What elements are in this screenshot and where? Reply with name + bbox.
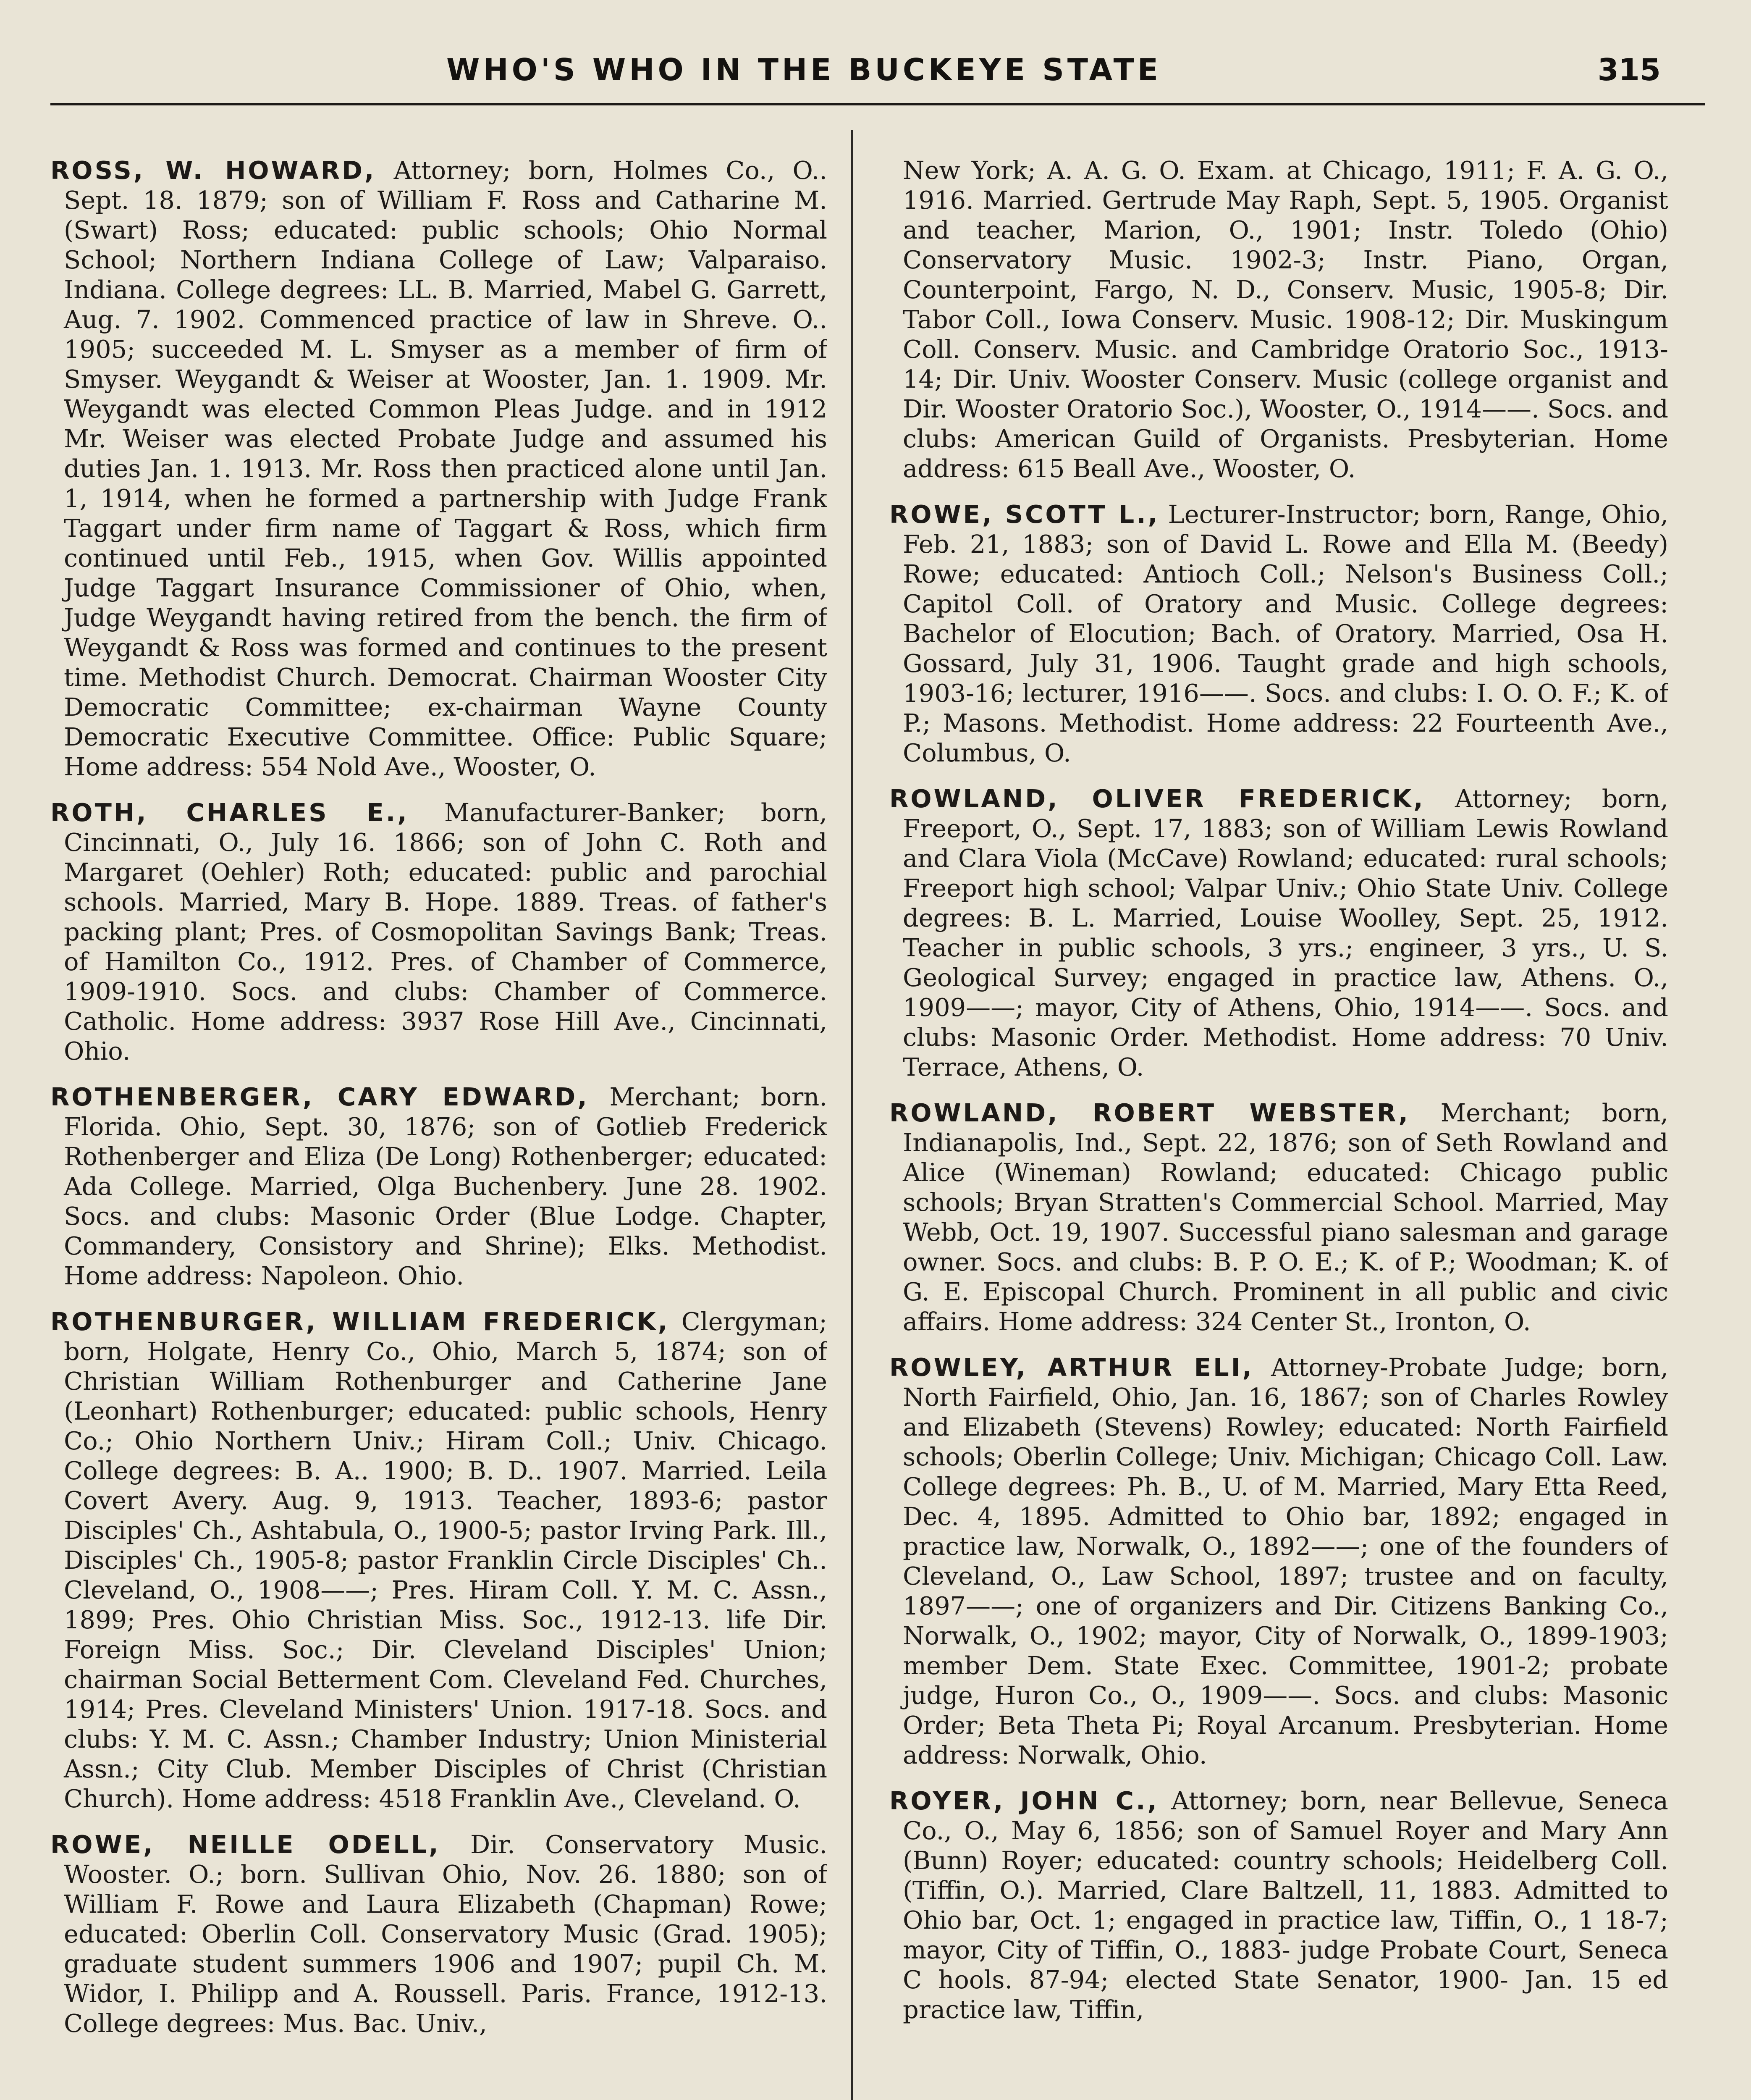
entry-rowley (889, 1352, 1668, 1770)
running-title: WHO'S WHO IN THE BUCKEYE STATE (446, 52, 1161, 87)
page-header (0, 0, 1751, 118)
entry-name: ROWE, NEILLE ODELL, (50, 1830, 440, 1859)
entry-rowe-neille (50, 1830, 827, 2038)
page-number: 315 (1597, 52, 1661, 87)
entry-rowland-robert (889, 1098, 1668, 1336)
entry-name: ROTHENBURGER, WILLIAM FREDERICK, (50, 1307, 670, 1336)
left-column (50, 155, 827, 2100)
entry-text: Attorney; born, near Bellevue, Seneca Co., O., May 6, 1856; son of Samuel Royer and Mary Ann (Bunn) Royer; educated: country schools; Heidelberg Coll. (Tiffin, O.). Married, Clare Baltzell, 11, 1883. Admitted to Ohio bar, Oct. 1; engaged in practice law, Tiffin, O., 1 18-7; mayor, City of Tiffin, O., 1883- judge Probate Court, Seneca C hools. 87-94; elected State Senator, 1900- Jan. 15 ed practice law, Tiffin, (903, 1786, 1668, 2024)
entry-royer (889, 1786, 1668, 2024)
header-rule (50, 103, 1705, 105)
entry-name: ROWLAND, OLIVER FREDERICK, (889, 784, 1425, 813)
entry-name: ROWLAND, ROBERT WEBSTER, (889, 1098, 1410, 1127)
entry-text: Merchant; born. Florida. Ohio, Sept. 30, 1876; son of Gotlieb Frederick Rothenberger and Eliza (De Long) Rothenberger; educated: Ada College. Married, Olga Buchenbery. June 28. 1902. Socs. and clubs: Masonic Order (Blue Lodge. Chapter, Commandery, Consistory and Shrine); Elks. Methodist. Home address: Napoleon. Ohio. (64, 1082, 827, 1290)
entry-name: ROTH, CHARLES E., (50, 798, 409, 827)
entry-name: ROTHENBERGER, CARY EDWARD, (50, 1082, 589, 1111)
entry-text: New York; A. A. G. O. Exam. at Chicago, 1911; F. A. G. O., 1916. Married. Gertrude May Raph, Sept. 5, 1905. Organist and teacher, Marion, O., 1901; Instr. Toledo (Ohio) Conservatory Music. 1902-3; Instr. Piano, Organ, Counterpoint, Fargo, N. D., Conserv. Music, 1905-8; Dir. Tabor Coll., Iowa Conserv. Music. 1908-12; Dir. Muskingum Coll. Conserv. Music. and Cambridge Oratorio Soc., 1913-14; Dir. Univ. Wooster Conserv. Music (college organist and Dir. Wooster Oratorio Soc.), Wooster, O., 1914——. Socs. and clubs: American Guild of Organists. Presbyterian. Home address: 615 Beall Ave., Wooster, O. (903, 156, 1668, 483)
entry-text: Lecturer-Instructor; born, Range, Ohio, Feb. 21, 1883; son of David L. Rowe and Ella M. (Beedy) Rowe; educated: Antioch Coll.; Nelson's Business Coll.; Capitol Coll. of Oratory and Music. College degrees: Bachelor of Elocution; Bach. of Oratory. Married, Osa H. Gossard, July 31, 1906. Taught grade and high schools, 1903-16; lecturer, 1916——. Socs. and clubs: I. O. O. F.; K. of P.; Masons. Methodist. Home address: 22 Fourteenth Ave., Columbus, O. (903, 500, 1668, 767)
entry-rowland-oliver (889, 784, 1668, 1082)
entry-ross (50, 155, 827, 782)
entry-rowe-scott (889, 499, 1668, 768)
entry-name: ROWLEY, ARTHUR ELI, (889, 1353, 1254, 1382)
entry-rowe-neille-continued (889, 155, 1668, 483)
entry-text: Clergyman; born, Holgate, Henry Co., Ohio, March 5, 1874; son of Christian William Rothenburger and Catherine Jane (Leonhart) Rothenburger; educated: public schools, Henry Co.; Ohio Northern Univ.; Hiram Coll.; Univ. Chicago. College degrees: B. A.. 1900; B. D.. 1907. Married. Leila Covert Avery. Aug. 9, 1913. Teacher, 1893-6; pastor Disciples' Ch., Ashtabula, O., 1900-5; pastor Irving Park. Ill., Disciples' Ch., 1905-8; pastor Franklin Circle Disciples' Ch.. Cleveland, O., 1908——; Pres. Hiram Coll. Y. M. C. Assn., 1899; Pres. Ohio Christian Miss. Soc., 1912-13. life Dir. Foreign Miss. Soc.; Dir. Cleveland Disciples' Union; chairman Social Betterment Com. Cleveland Fed. Churches, 1914; Pres. Cleveland Ministers' Union. 1917-18. Socs. and clubs: Y. M. C. Assn.; Chamber Industry; Union Ministerial Assn.; City Club. Member Disciples of Christ (Christian Church). Home address: 4518 Franklin Ave., Cleveland. O. (64, 1307, 827, 1813)
entry-name: ROWE, SCOTT L., (889, 500, 1160, 529)
entry-text: Dir. Conservatory Music. Wooster. O.; born. Sullivan Ohio, Nov. 26. 1880; son of William F. Rowe and Laura Elizabeth (Chapman) Rowe; educated: Oberlin Coll. Conservatory Music (Grad. 1905); graduate student summers 1906 and 1907; pupil Ch. M. Widor, I. Philipp and A. Roussell. Paris. France, 1912-13. College degrees: Mus. Bac. Univ., (64, 1830, 827, 2038)
entry-text: Manufacturer-Banker; born, Cincinnati, O., July 16. 1866; son of John C. Roth and Margaret (Oehler) Roth; educated: public and parochial schools. Married, Mary B. Hope. 1889. Treas. of father's packing plant; Pres. of Cosmopolitan Savings Bank; Treas. of Hamilton Co., 1912. Pres. of Chamber of Commerce, 1909-1910. Socs. and clubs: Chamber of Commerce. Catholic. Home address: 3937 Rose Hill Ave., Cincinnati, Ohio. (64, 798, 827, 1066)
entry-rothenburger (50, 1307, 827, 1814)
right-column (889, 155, 1668, 2100)
entry-text: Attorney; born, Freeport, O., Sept. 17, 1883; son of William Lewis Rowland and Clara Viola (McCave) Rowland; educated: rural schools; Freeport high school; Valpar Univ.; Ohio State Univ. College degrees: B. L. Married, Louise Woolley, Sept. 25, 1912. Teacher in public schools, 3 yrs.; engineer, 3 yrs., U. S. Geological Survey; engaged in practice law, Athens. O., 1909——; mayor, City of Athens, Ohio, 1914——. Socs. and clubs: Masonic Order. Methodist. Home address: 70 Univ. Terrace, Athens, O. (903, 784, 1668, 1082)
entry-rothenberger (50, 1082, 827, 1291)
entry-text: Attorney-Probate Judge; born, North Fairfield, Ohio, Jan. 16, 1867; son of Charles Rowley and Elizabeth (Stevens) Rowley; educated: North Fairfield schools; Oberlin College; Univ. Michigan; Chicago Coll. Law. College degrees: Ph. B., U. of M. Married, Mary Etta Reed, Dec. 4, 1895. Admitted to Ohio bar, 1892; engaged in practice law, Norwalk, O., 1892——; one of the founders of Cleveland, O., Law School, 1897; trustee and on faculty, 1897——; one of organizers and Dir. Citizens Banking Co., Norwalk, O., 1902; mayor, City of Norwalk, O., 1899-1903; member Dem. State Exec. Committee, 1901-2; probate judge, Huron Co., O., 1909——. Socs. and clubs: Masonic Order; Beta Theta Pi; Royal Arcanum. Presbyterian. Home address: Norwalk, Ohio. (903, 1353, 1668, 1769)
entry-roth (50, 798, 827, 1066)
entry-name: ROYER, JOHN C., (889, 1786, 1159, 1815)
entry-text: Merchant; born, Indianapolis, Ind., Sept. 22, 1876; son of Seth Rowland and Alice (Wineman) Rowland; educated: Chicago public schools; Bryan Stratten's Commercial School. Married, May Webb, Oct. 19, 1907. Successful piano salesman and garage owner. Socs. and clubs: B. P. O. E.; K. of P.; Woodman; K. of G. E. Episcopal Church. Prominent in all public and civic affairs. Home address: 324 Center St., Ironton, O. (903, 1098, 1668, 1336)
column-divider (851, 130, 853, 2100)
entry-name: ROSS, W. HOWARD, (50, 156, 376, 185)
entry-text: Attorney; born, Holmes Co., O.. Sept. 18. 1879; son of William F. Ross and Catharine M. (Swart) Ross; educated: public schools; Ohio Normal School; Northern Indiana College of Law; Valparaiso. Indiana. College degrees: LL. B. Married, Mabel G. Garrett, Aug. 7. 1902. Commenced practice of law in Shreve. O.. 1905; succeeded M. L. Smyser as a member of firm of Smyser. Weygandt & Weiser at Wooster, Jan. 1. 1909. Mr. Weygandt was elected Common Pleas Judge. and in 1912 Mr. Weiser was elected Probate Judge and assumed his duties Jan. 1. 1913. Mr. Ross then practiced alone until Jan. 1, 1914, when he formed a partnership with Judge Frank Taggart under firm name of Taggart & Ross, which firm continued until Feb., 1915, when Gov. Willis appointed Judge Taggart Insurance Commissioner of Ohio, when, Judge Weygandt having retired from the bench. the firm of Weygandt & Ross was formed and continues to the present time. Methodist Church. Democrat. Chairman Wooster City Democratic Committee; ex-chairman Wayne County Democratic Executive Committee. Office: Public Square; Home address: 554 Nold Ave., Wooster, O. (64, 156, 827, 781)
